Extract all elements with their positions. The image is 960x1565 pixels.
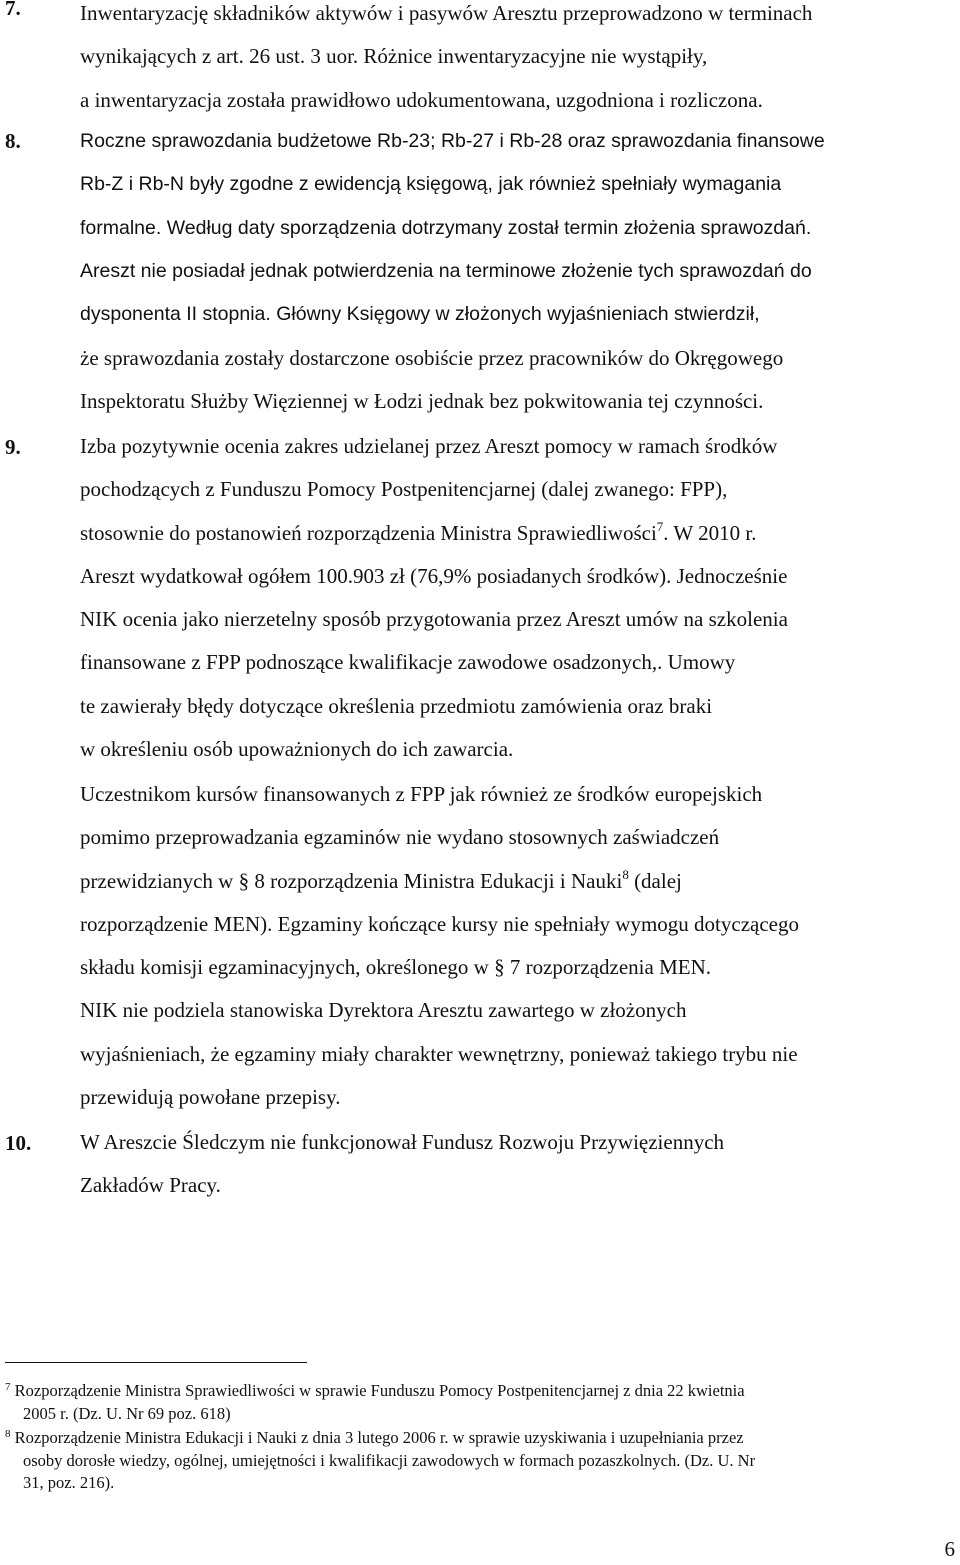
footnote-number: 7 bbox=[5, 1381, 11, 1393]
paragraph-item-8 bbox=[80, 120, 957, 336]
footnote-ref: 7 bbox=[656, 518, 664, 534]
footnote-text: Rozporządzenie Ministra Sprawiedliwości w sprawie Funduszu Pomocy Postpenitencjarnej z dnia 22 kwietnia bbox=[14, 1381, 745, 1400]
text-line: rozporządzenie MEN). Egzaminy kończące kursy nie spełniały wymogu dotyczącego bbox=[80, 911, 799, 936]
footnote-text: 2005 r. (Dz. U. Nr 69 poz. 618) bbox=[23, 1403, 231, 1423]
text-line-with-footnote: stosownie do postanowień rozporządzenia Ministra Sprawiedliwości$^7$. W 2010 r. bbox=[80, 518, 757, 545]
text-line: Uczestnikom kursów finansowanych z FPP jak również ze środków europejskich bbox=[80, 782, 763, 806]
page-number: 6 bbox=[944, 1537, 955, 1561]
paragraph-item-10 bbox=[80, 1121, 957, 1208]
footnote-text: osoby dorosłe wiedzy, ogólnej, umiejętności i kwalifikacji zawodowych w formach pozaszkolnych. (Dz. U. Nr bbox=[23, 1450, 756, 1470]
paragraph-item-7 bbox=[80, 0, 957, 122]
text-line: Zakładów Pracy. bbox=[80, 1173, 221, 1198]
text-line: pochodzących z Funduszu Pomocy Postpenitencjarnej (dalej zwanego: FPP), bbox=[80, 477, 728, 502]
text-line: że sprawozdania zostały dostarczone osobiście przez pracowników do Okręgowego bbox=[80, 346, 784, 370]
text-line: Roczne sprawozdania budżetowe Rb-23; Rb-27 i Rb-28 oraz sprawozdania finansowe bbox=[80, 130, 825, 152]
footnote-text: 31, poz. 216). bbox=[23, 1473, 115, 1492]
item-number: 10. bbox=[5, 1131, 32, 1155]
footnote-separator bbox=[5, 1362, 307, 1363]
item-number: 7. bbox=[5, 0, 21, 20]
text-line: W Areszcie Śledczym nie funkcjonował Fundusz Rozwoju Przywięziennych bbox=[80, 1130, 725, 1154]
footnote-number: 8 bbox=[5, 1428, 11, 1440]
paragraph-item-8-cont bbox=[80, 337, 957, 424]
item-number: 9. bbox=[5, 435, 21, 459]
text-line: Areszt wydatkował ogółem 100.903 zł (76,9% posiadanych środków). Jednocześnie bbox=[80, 563, 788, 588]
text-line: Inwentaryzację składników aktywów i pasywów Aresztu przeprowadzono w terminach bbox=[80, 1, 813, 25]
footnote-8 bbox=[5, 1427, 955, 1495]
text-line: w określeniu osób upoważnionych do ich zawarcia. bbox=[80, 737, 514, 762]
text-line: te zawierały błędy dotyczące określenia przedmiotu zamówienia oraz braki bbox=[80, 693, 713, 718]
text-line: Areszt nie posiadał jednak potwierdzenia na terminowe złożenie tych sprawozdań do bbox=[80, 259, 812, 282]
text-line: Inspektoratu Służby Więziennej w Łodzi jednak bez pokwitowania tej czynności. bbox=[80, 389, 764, 414]
text-line: wyjaśnieniach, że egzaminy miały charakter wewnętrzny, ponieważ takiego trybu nie bbox=[80, 1041, 798, 1066]
text-line: pomimo przeprowadzania egzaminów nie wydano stosownych zaświadczeń bbox=[80, 825, 720, 850]
text-line: Izba pozytywnie ocenia zakres udzielanej przez Areszt pomocy w ramach środków bbox=[80, 434, 778, 458]
text-line: a inwentaryzacja została prawidłowo udokumentowana, uzgodniona i rozliczona. bbox=[80, 87, 763, 112]
text-line: składu komisji egzaminacyjnych, określonego w § 7 rozporządzenia MEN. bbox=[80, 955, 711, 980]
text-line: NIK ocenia jako nierzetelny sposób przygotowania przez Areszt umów na szkolenia bbox=[80, 607, 788, 632]
paragraph-item-9 bbox=[80, 425, 957, 771]
footnote-text: Rozporządzenie Ministra Edukacji i Nauki z dnia 3 lutego 2006 r. w sprawie uzyskiwania i uzupełniania przez bbox=[14, 1428, 744, 1447]
text-line: NIK nie podziela stanowiska Dyrektora Aresztu zawartego w złożonych bbox=[80, 998, 687, 1023]
item-number: 8. bbox=[5, 129, 21, 153]
paragraph-item-9-second bbox=[80, 773, 957, 1119]
text-line: przewidują powołane przepisy. bbox=[80, 1085, 341, 1110]
text-line: formalne. Według daty sporządzenia dotrzymany został termin złożenia sprawozdań. bbox=[80, 216, 812, 239]
footnote-7 bbox=[5, 1380, 955, 1425]
footnote-ref: 8 bbox=[622, 866, 629, 882]
text-line: wynikających z art. 26 ust. 3 uor. Różnice inwentaryzacyjne nie wystąpiły, bbox=[80, 44, 708, 69]
text-line-with-footnote: przewidzianych w § 8 rozporządzenia Ministra Edukacji i Nauki$^8$ (dalej bbox=[80, 866, 682, 893]
text-line: dysponenta II stopnia. Główny Księgowy w złożonych wyjaśnieniach stwierdził, bbox=[80, 303, 760, 326]
text-line: Rb-Z i Rb-N były zgodne z ewidencją księgową, jak również spełniały wymagania bbox=[80, 173, 782, 196]
text-line: finansowane z FPP podnoszące kwalifikacje zawodowe osadzonych,. Umowy bbox=[80, 650, 736, 675]
